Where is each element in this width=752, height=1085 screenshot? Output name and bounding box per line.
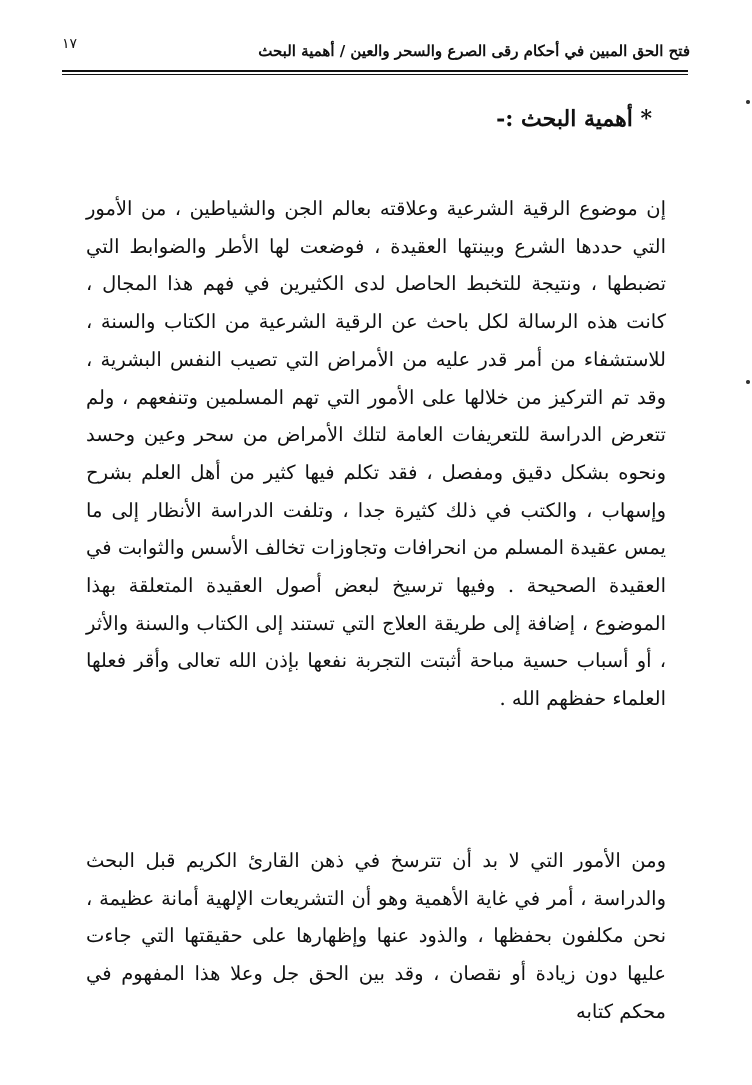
header-rule-thin	[62, 74, 688, 75]
page-number: ١٧	[62, 36, 78, 52]
section-heading: * أهمية البحث :-	[496, 106, 652, 132]
scan-mark	[746, 100, 750, 104]
running-header	[62, 36, 690, 70]
paragraph-importance: إن موضوع الرقية الشرعية وعلاقته بعالم الجن والشياطين ، من الأمور التي حددها الشرع وبينتها العقيدة ، فوضعت لها الأطر والضوابط التي تضبطها ، ونتيجة للتخبط الحاصل لدى الكثيرين في فهم هذا المجال ، كانت هذه الرسالة لكل باحث عن الرقية الشرعية من الكتاب والسنة ، للاستشفاء من أمر قدر عليه من الأمراض التي تصيب النفس البشرية ، وقد تم التركيز من خلالها على الأمور التي تهم المسلمين وتنفعهم ، ولم تتعرض الدراسة للتعريفات العامة لتلك الأمراض من سحر وعين وحسد ونحوه بشكل دقيق ومفصل ، فقد تكلم فيها كثير من أهل العلم بشرح وإسهاب ، والكتب في ذلك كثيرة جدا ، وتلفت الدراسة الأنظار إلى ما يمس عقيدة المسلم من انحرافات وتجاوزات تخالف الأسس والثوابت في العقيدة الصحيحة . وفيها ترسيخ لبعض أصول العقيدة المتعلقة بهذا الموضوع ، إضافة إلى طريقة العلاج التي تستند إلى الكتاب والسنة والأثر ، أو أسباب حسية مباحة أثبتت التجربة نفعها بإذن الله تعالى وأقر فعلها العلماء حفظهم الله .	[86, 197, 666, 711]
paragraph-trust: ومن الأمور التي لا بد أن تترسخ في ذهن القارئ الكريم قبل البحث والدراسة ، أمر في غاية الأهمية وهو أن التشريعات الإلهية أمانة عظيمة ، نحن مكلفون بحفظها ، والذود عنها وإظهارها على حقيقتها التي جاءت عليها دون زيادة أو نقصان ، وقد بين الحق جل وعلا هذا المفهوم في محكم كتابه	[86, 849, 666, 1023]
scan-mark	[746, 380, 750, 384]
header-rule	[62, 70, 688, 72]
header-title: فتح الحق المبين في أحكام رقى الصرع والسحر والعين / أهمية البحث	[258, 42, 690, 60]
